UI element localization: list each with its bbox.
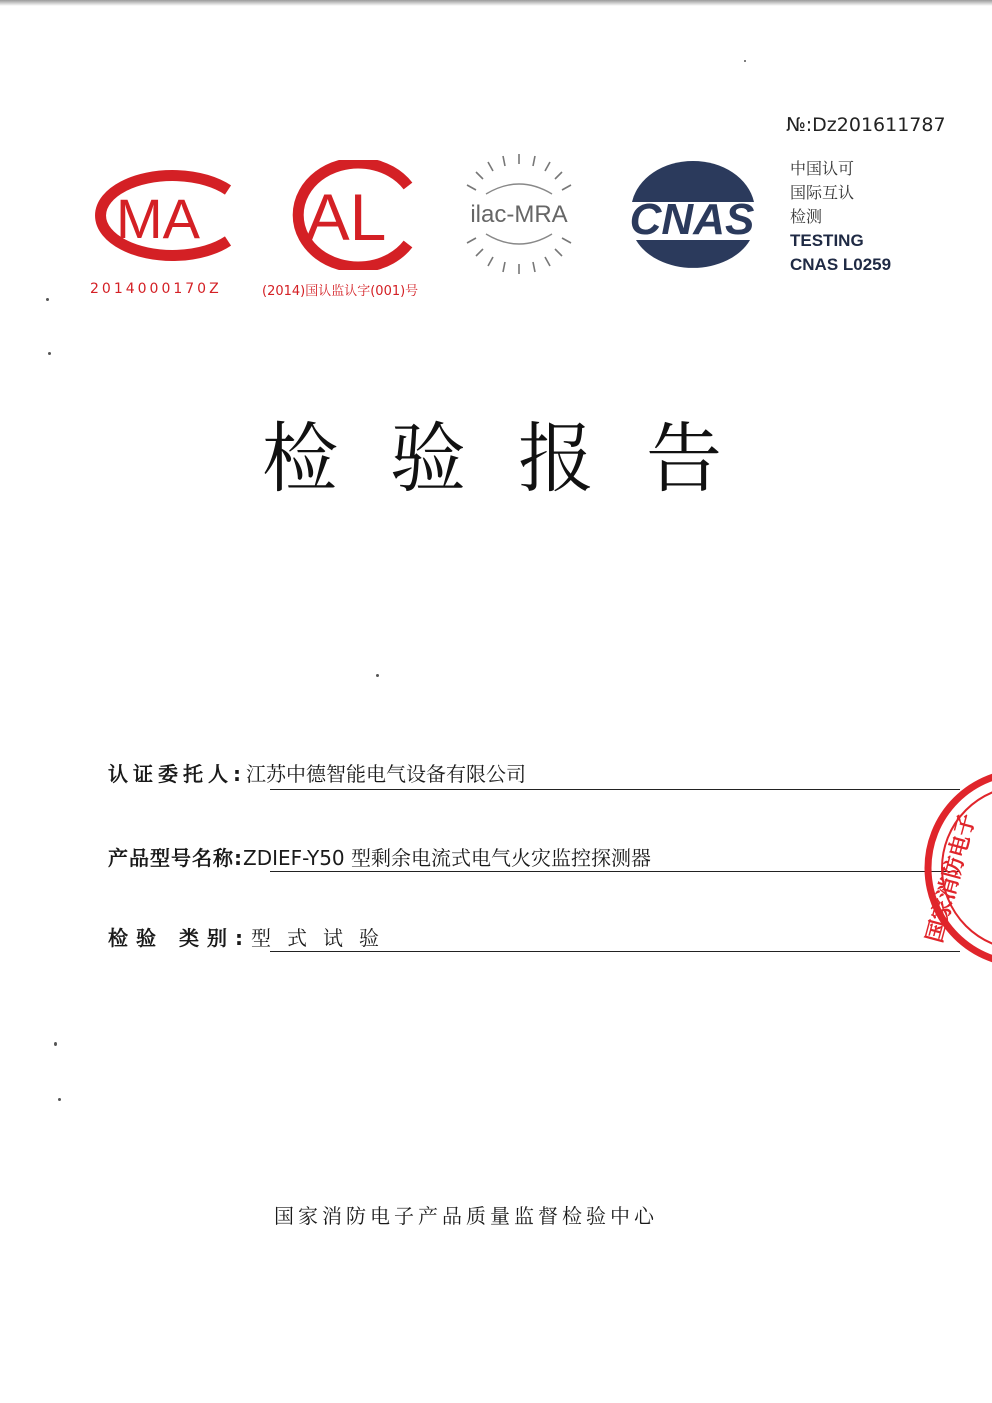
report-number: №:Dz201611787: [786, 114, 946, 136]
issuing-organization: 国家消防电子产品质量监督检验中心: [274, 1204, 658, 1228]
cma-code: 2014000170Z: [90, 281, 222, 297]
cnas-line-1: 中国认可: [790, 159, 855, 178]
cnas-logo: [614, 158, 772, 276]
scan-speck: [48, 352, 51, 355]
client-underline: [270, 789, 960, 790]
cnas-line-4: TESTING: [790, 231, 864, 250]
ilac-mra-logo-text: ilac-MRA: [470, 201, 568, 228]
product-underline: [270, 871, 960, 872]
cnas-line-3: 检测: [790, 207, 823, 226]
inspection-type-label: 检验 类别:: [108, 926, 251, 950]
document-title: 检验报告: [262, 414, 774, 503]
cnas-logo-text: CNAS: [629, 195, 755, 244]
product-value: ZDIEF-Y50 型剩余电流式电气火灾监控探测器: [243, 846, 652, 870]
cal-logo-text: AL: [305, 180, 387, 254]
cnas-line-2: 国际互认: [790, 183, 855, 202]
scan-top-edge: [0, 0, 992, 6]
cal-code: (2014)国认监认字(001)号: [262, 284, 419, 299]
cal-logo: [286, 160, 416, 270]
product-label: 产品型号名称:: [108, 846, 243, 870]
scan-speck: [54, 1042, 57, 1046]
scan-speck: [58, 1098, 61, 1101]
scan-speck: [46, 298, 49, 301]
cnas-line-5: CNAS L0259: [790, 255, 892, 274]
client-field: [108, 758, 526, 792]
inspection-type-value: 型式试验: [250, 926, 395, 950]
scan-speck: [376, 674, 379, 677]
cnas-accreditation-info: [790, 157, 891, 277]
seal-text: 国家消防电子: [922, 811, 981, 946]
client-value: 江苏中德智能电气设备有限公司: [246, 762, 526, 786]
client-label: 认证委托人:: [108, 762, 246, 786]
official-seal: [922, 762, 992, 974]
cma-logo: [80, 168, 242, 263]
inspection-type-underline: [270, 951, 960, 952]
ilac-mra-logo: [456, 150, 582, 278]
scan-speck: [744, 60, 746, 62]
cma-logo-text: MA: [116, 187, 200, 250]
